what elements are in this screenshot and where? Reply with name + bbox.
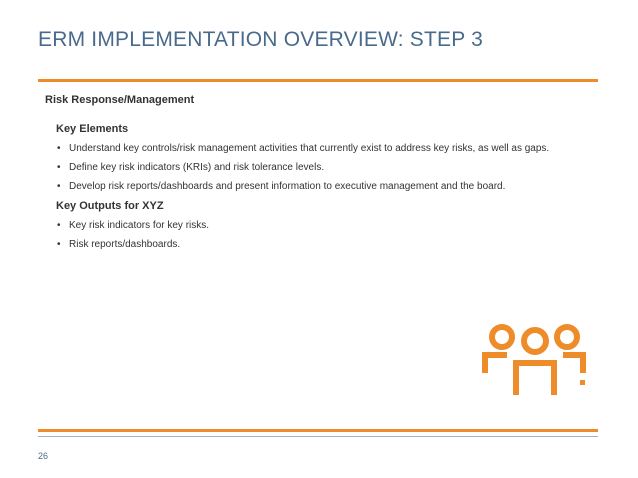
- list-item: • Risk reports/dashboards.: [56, 238, 596, 251]
- page-number: 26: [38, 451, 49, 461]
- footer-divider: [38, 429, 598, 432]
- key-outputs-heading: Key Outputs for XYZ: [56, 200, 164, 212]
- list-item: • Understand key controls/risk management activities that currently exist to address key risks, as well as gaps.: [56, 142, 596, 155]
- slide-title: ERM IMPLEMENTATION OVERVIEW: STEP 3: [38, 28, 483, 51]
- key-elements-section: [56, 123, 596, 199]
- key-outputs-section: [56, 200, 596, 257]
- list-item: • Key risk indicators for key risks.: [56, 219, 596, 232]
- footer-divider-secondary: [38, 436, 598, 437]
- title-divider: [38, 79, 598, 82]
- key-elements-list: [56, 142, 596, 193]
- key-outputs-list: [56, 219, 596, 251]
- section-heading: Risk Response/Management: [45, 94, 195, 106]
- key-elements-heading: Key Elements: [56, 123, 129, 135]
- group-of-people-icon: [481, 321, 589, 399]
- list-item: • Develop risk reports/dashboards and present information to executive management and the board.: [56, 180, 596, 193]
- list-item: • Define key risk indicators (KRIs) and risk tolerance levels.: [56, 161, 596, 174]
